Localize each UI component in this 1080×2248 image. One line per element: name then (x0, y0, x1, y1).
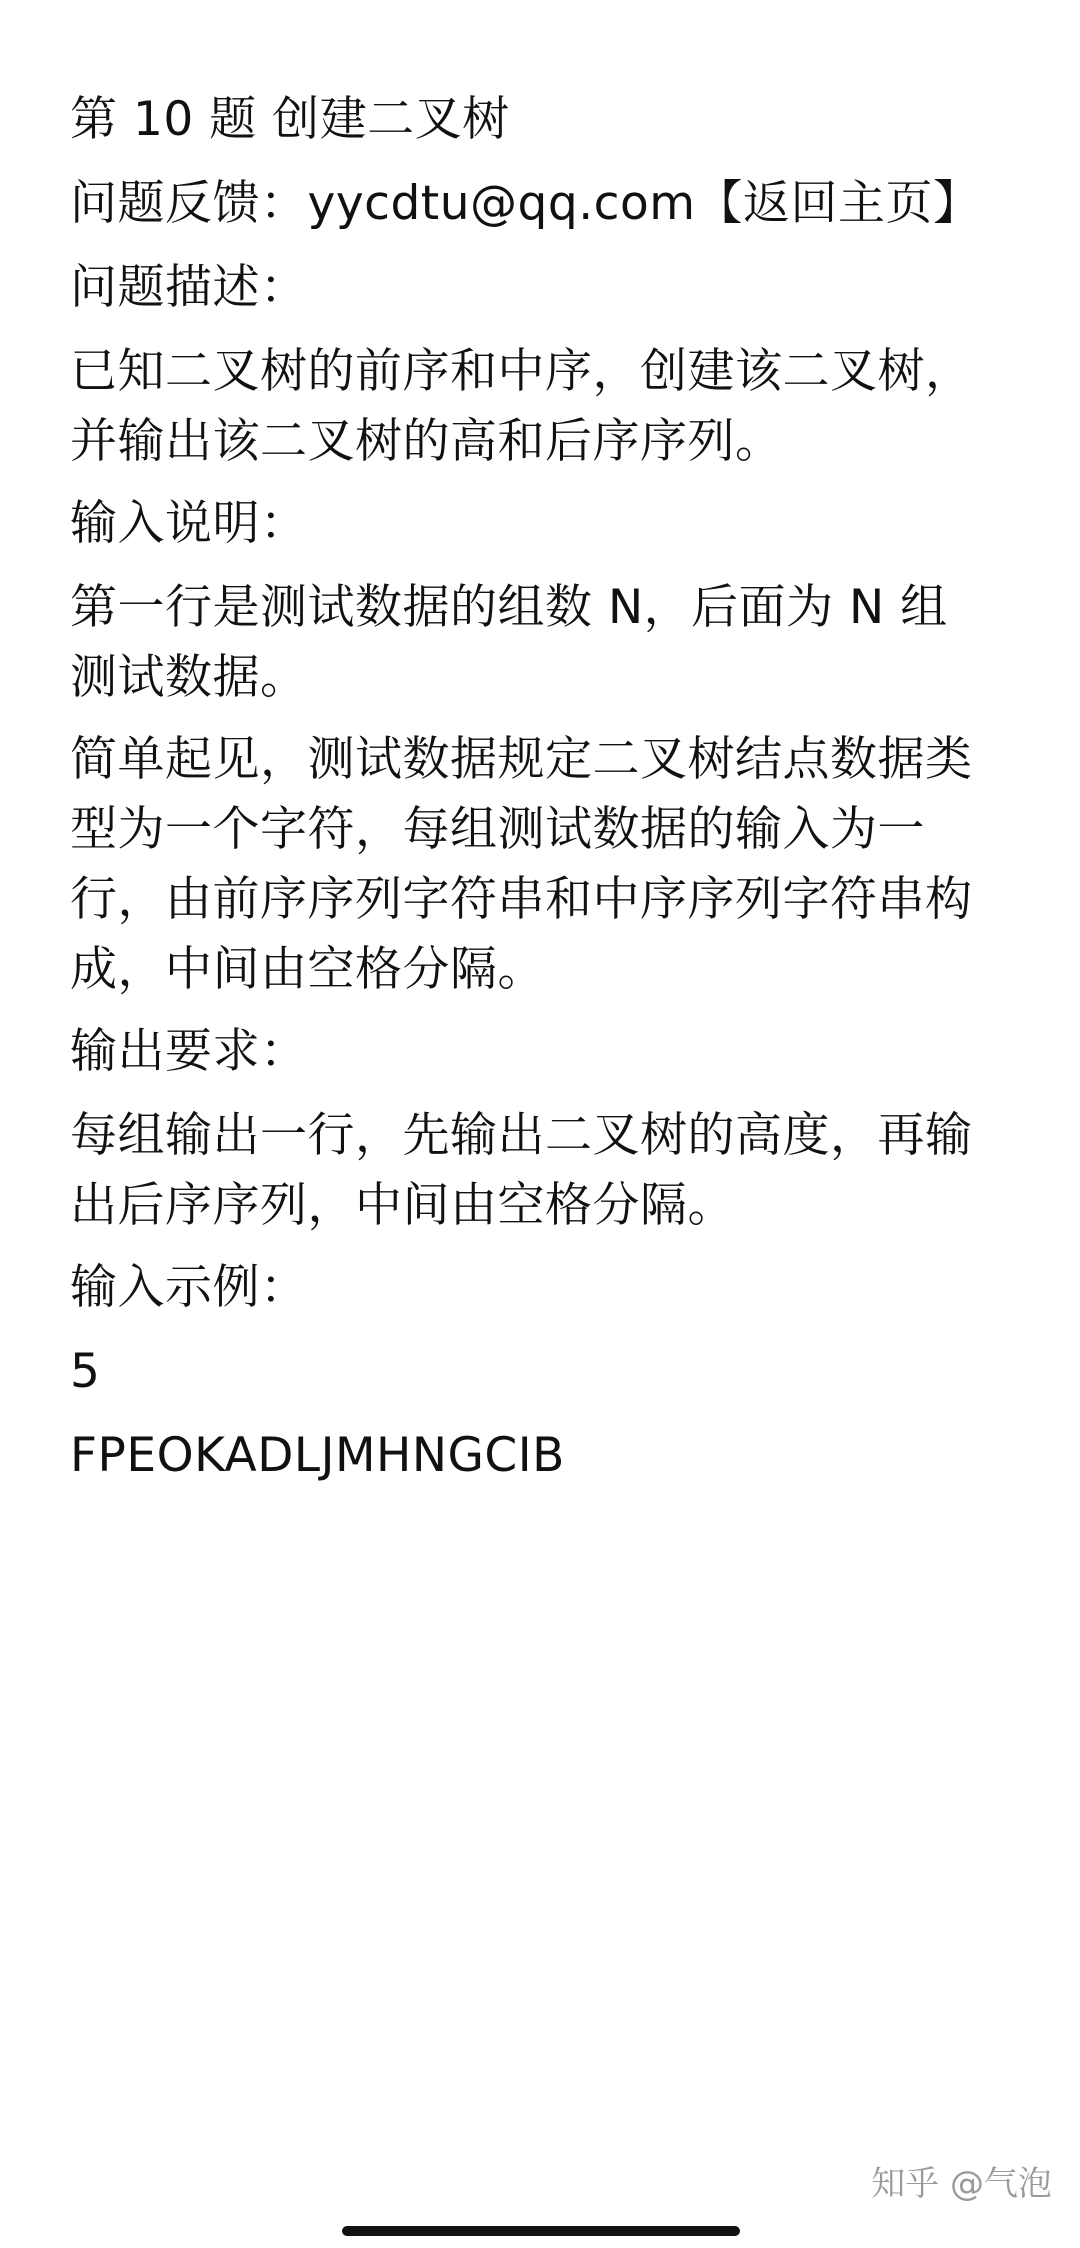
output-spec-line: 出后序序列，中间由空格分隔。 (70, 1178, 735, 1233)
description-line: 并输出该二叉树的高和后序序列。 (70, 414, 783, 469)
feedback-label: 问题反馈： (70, 176, 308, 231)
description-line: 已知二叉树的前序和中序，创建该二叉树， (70, 344, 973, 399)
output-spec-line: 每组输出一行，先输出二叉树的高度，再输 (70, 1108, 973, 1163)
input-spec-line: 型为一个字符，每组测试数据的输入为一 (70, 802, 925, 857)
feedback-line (70, 172, 981, 236)
input-spec-line: 简单起见，测试数据规定二叉树结点数据类 (70, 732, 973, 787)
zhihu-watermark: 知乎 @气泡 (871, 2164, 1052, 2204)
input-spec-line: 行，由前序序列字符串和中序序列字符串构 (70, 872, 973, 927)
input-example-line: 5 (70, 1344, 101, 1399)
input-example-line: FPEOKADLJMHNGCIB (70, 1428, 565, 1483)
input-spec-line: 成，中间由空格分隔。 (70, 942, 545, 997)
output-spec-heading: 输出要求： (70, 1024, 308, 1079)
home-link[interactable]: 【返回主页】 (695, 176, 981, 231)
input-spec-heading: 输入说明： (70, 496, 308, 551)
problem-title: 第 10 题 创建二叉树 (70, 92, 510, 147)
input-example-heading: 输入示例： (70, 1260, 308, 1315)
description-heading: 问题描述： (70, 260, 308, 315)
input-spec-line: 第一行是测试数据的组数 N，后面为 N 组 (70, 580, 948, 635)
feedback-email-link[interactable]: yycdtu@qq.com (307, 176, 696, 231)
home-indicator-bar[interactable] (342, 2226, 740, 2236)
input-spec-line: 测试数据。 (70, 650, 308, 705)
